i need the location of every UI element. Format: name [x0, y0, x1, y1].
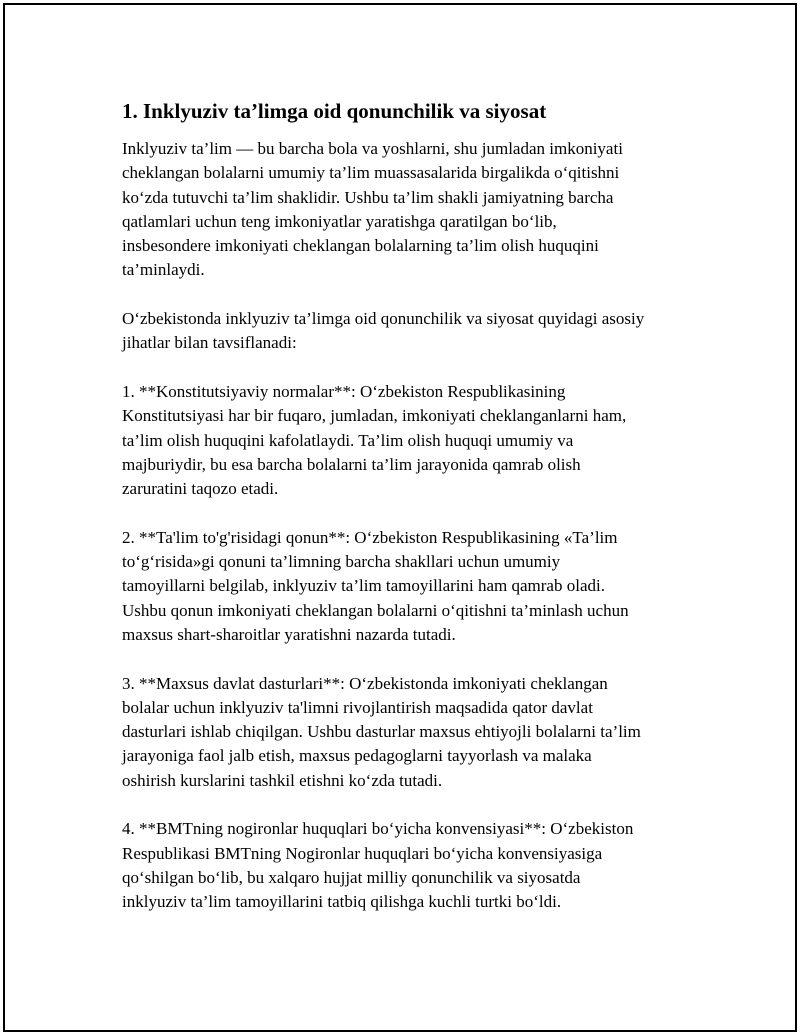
paragraph-item-2: 2. **Ta'lim to'g'risidagi qonun**: O‘zbekiston Respublikasining «Ta’lim to‘g‘risida»gi qonuni ta’limning barcha shakllari uchun umumiy tamoyillarni belgilab, inklyuziv ta’lim tamoyillarini ham qamrab oladi. Ushbu qonun imkoniyati cheklangan bolalarni o‘qitishni ta’minlash uchun maxsus shart-sharoitlar yaratishni nazarda tutadi. [122, 527, 629, 644]
paragraph-item-3: 3. **Maxsus davlat dasturlari**: O‘zbekistonda imkoniyati cheklangan bolalar uchun inklyuziv ta'limni rivojlantirish maqsadida qator davlat dasturlari ishlab chiqilgan. Ushbu dasturlar maxsus ehtiyojli bolalarni ta’lim jarayoniga faol jalb etish, maxsus pedagoglarni tayyorlash va malaka oshirish kurslarini tashkil etishni ko‘zda tutadi. [122, 673, 641, 790]
paragraph-intro: Inklyuziv ta’lim — bu barcha bola va yoshlarni, shu jumladan imkoniyati cheklangan bolalarni umumiy ta’lim muassasalarida birgalikda o‘qitishni ko‘zda tutuvchi ta’lim shaklidir. Ushbu ta’lim shakli jamiyatning barcha qatlamlari uchun teng imkoniyatlar yaratishga qaratilgan bo‘lib, insbesondere imkoniyati cheklangan bolalarning ta’lim olish huquqini ta’minlaydi. [122, 139, 623, 280]
paragraph-item-4: 4. **BMTning nogironlar huquqlari bo‘yicha konvensiyasi**: O‘zbekiston Respublikasi BMTning Nogironlar huquqlari bo‘yicha konvensiyasiga qo‘shilgan bo‘lib, bu xalqaro hujjat milliy qonunchilik va siyosatda inklyuziv ta’lim tamoyillarini tatbiq qilishga kuchli turtki bo‘ldi. [122, 819, 634, 912]
paragraph-item-1: 1. **Konstitutsiyaviy normalar**: O‘zbekiston Respublikasining Konstitutsiyasi har bir fuqaro, jumladan, imkoniyati cheklanganlarni ham, ta’lim olish huquqini kafolatlaydi. Ta’lim olish huquqi umumiy va majburiydir, bu esa barcha bolalarni ta’lim jarayonida qamrab olish zaruratini taqozo etadi. [122, 381, 627, 499]
section-heading: 1. Inklyuziv ta’limga oid qonunchilik va siyosat [122, 99, 547, 123]
document-body [122, 97, 702, 939]
paragraph-overview: O‘zbekistonda inklyuziv ta’limga oid qonunchilik va siyosat quyidagi asosiy jihatlar bilan tavsiflanadi: [122, 309, 645, 353]
page-frame [3, 3, 797, 1032]
